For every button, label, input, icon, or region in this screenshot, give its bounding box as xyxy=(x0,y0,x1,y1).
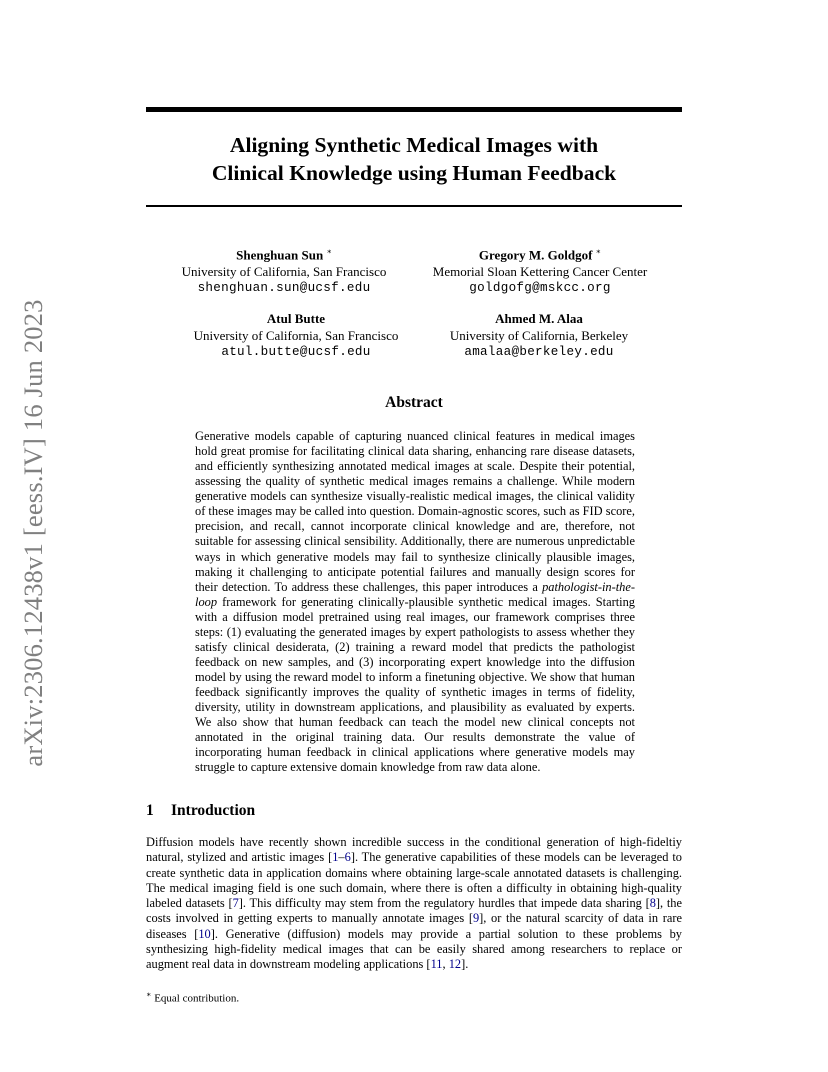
author-email[interactable]: shenghuan.sun@ucsf.edu xyxy=(197,281,371,296)
abstract-text: Generative models capable of capturing nuanced clinical features in medical images hold great promise for facilitating clinical data sharing, enhancing rare disease datasets, and efficiently synthesizing annotated medical images at scale. Despite their potential, assessing the quality of synthetic medical images remains a challenge. While modern generative models can synthesize visually-realistic medical images, the clinical validity of these images may be called into question. Domain-agnostic scores, such as FID score, precision, and recall, cannot incorporate clinical knowledge and are, therefore, not suitable for assessing clinical sensibility. Additionally, there are numerous unpredictable ways in which generative models may fail to synthesize clinically plausible images, making it challenging to anticipate potential failures and manually design scores for their detection. To address these challenges, this paper introduces a pathologist-in-the-loop framework for generating clinically-plausible synthetic medical images. Starting with a diffusion model pretrained using real images, our framework comprises three steps: (1) evaluating the generated images by expert pathologists to assess whether they satisfy clinical desiderata, (2) training a reward model that predicts the pathologist feedback on new samples, and (3) incorporating expert knowledge into the diffusion model by using the reward model to inform a finetuning objective. We show that human feedback significantly improves the quality of synthetic images in terms of fidelity, diversity, utility in downstream applications, and plausibility as evaluated by experts. We also show that human feedback can teach the model new clinical concepts not annotated in the original training data. Our results demonstrate the value of incorporating human feedback in clinical applications where generative models may struggle to capture extensive domain knowledge from raw data alone. xyxy=(195,429,635,775)
author-affiliation: University of California, San Francisco xyxy=(193,327,399,343)
intro-text: ]. xyxy=(461,957,469,972)
abstract-heading: Abstract xyxy=(385,394,443,411)
citation-link[interactable]: 1 xyxy=(332,850,339,865)
author-affiliation: Memorial Sloan Kettering Cancer Center xyxy=(432,263,648,279)
intro-text: ]. Generative (diffusion) models may provide a partial solution to these problems by synthesizing high-fidelity medical images that can be easily shared among researchers to replace or augment real data in downstream modeling applications [ xyxy=(146,926,683,972)
footnote-mark: ∗ xyxy=(146,990,152,999)
author-name: Atul Butte xyxy=(266,311,326,326)
title-rule-bottom xyxy=(146,205,682,207)
intro-text: ]. The generative capabilities of these models can be leveraged to create synthetic data in application domains where obtaining large-scale annotated datasets is challenging. The medical imaging field is one such domain, where there is often a difficulty in obtaining high-quality labeled datasets [ xyxy=(146,850,683,911)
author-name: Shenghuan Sun ∗ xyxy=(236,247,332,263)
title-line-1: Aligning Synthetic Medical Images with xyxy=(229,133,599,157)
title-rule-top xyxy=(146,107,682,112)
title-line-2: Clinical Knowledge using Human Feedback xyxy=(211,161,617,185)
intro-text: – xyxy=(338,850,345,865)
citation-link[interactable]: 12 xyxy=(448,957,462,972)
author-email[interactable]: amalaa@berkeley.edu xyxy=(464,345,614,359)
author-name: Ahmed M. Alaa xyxy=(495,311,583,326)
arxiv-identifier: arXiv:2306.12438v1 [eess.IV] 16 Jun 2023 xyxy=(18,299,48,767)
citation-link[interactable]: 6 xyxy=(344,850,351,865)
author-affiliation: University of California, Berkeley xyxy=(449,327,629,343)
intro-text: Diffusion models have recently shown incredible success in the conditional generation of high-fideltiy natural, stylized and artistic images [ xyxy=(146,835,682,865)
author-block xyxy=(442,311,636,361)
citation-link[interactable]: 9 xyxy=(472,911,480,926)
citation-link[interactable]: 7 xyxy=(232,896,239,911)
author-block xyxy=(186,311,406,361)
citation-link[interactable]: 8 xyxy=(649,896,656,911)
citation-link[interactable]: 10 xyxy=(198,926,211,941)
author-email[interactable]: atul.butte@ucsf.edu xyxy=(221,345,371,359)
equal-contribution-mark: ∗ xyxy=(595,247,602,256)
author-email[interactable]: goldgofg@mskcc.org xyxy=(469,281,611,296)
paper-title xyxy=(146,131,682,187)
citation-link[interactable]: 11 xyxy=(430,957,443,972)
footnote-text: Equal contribution. xyxy=(151,992,240,1005)
intro-text: ]. This difficulty may stem from the regulatory hurdles that impede data sharing [ xyxy=(238,896,650,911)
section-title: Introduction xyxy=(171,802,256,819)
author-name: Gregory M. Goldgof ∗ xyxy=(478,247,602,263)
author-affiliation: University of California, San Francisco xyxy=(181,263,387,279)
author-block xyxy=(176,244,392,297)
author-block xyxy=(424,244,656,297)
intro-text: ], or the natural scarcity of data in rare diseases [ xyxy=(146,911,682,941)
section-heading-introduction xyxy=(146,802,255,820)
introduction-paragraph xyxy=(146,835,682,973)
footnote xyxy=(146,990,239,1005)
equal-contribution-mark: ∗ xyxy=(326,247,332,256)
section-number: 1 xyxy=(146,802,154,819)
intro-text: ], the costs involved in getting experts to manually annotate images [ xyxy=(146,896,683,926)
abstract-emphasis: pathologist-in-the-loop xyxy=(195,579,635,609)
intro-text: , xyxy=(442,957,449,972)
